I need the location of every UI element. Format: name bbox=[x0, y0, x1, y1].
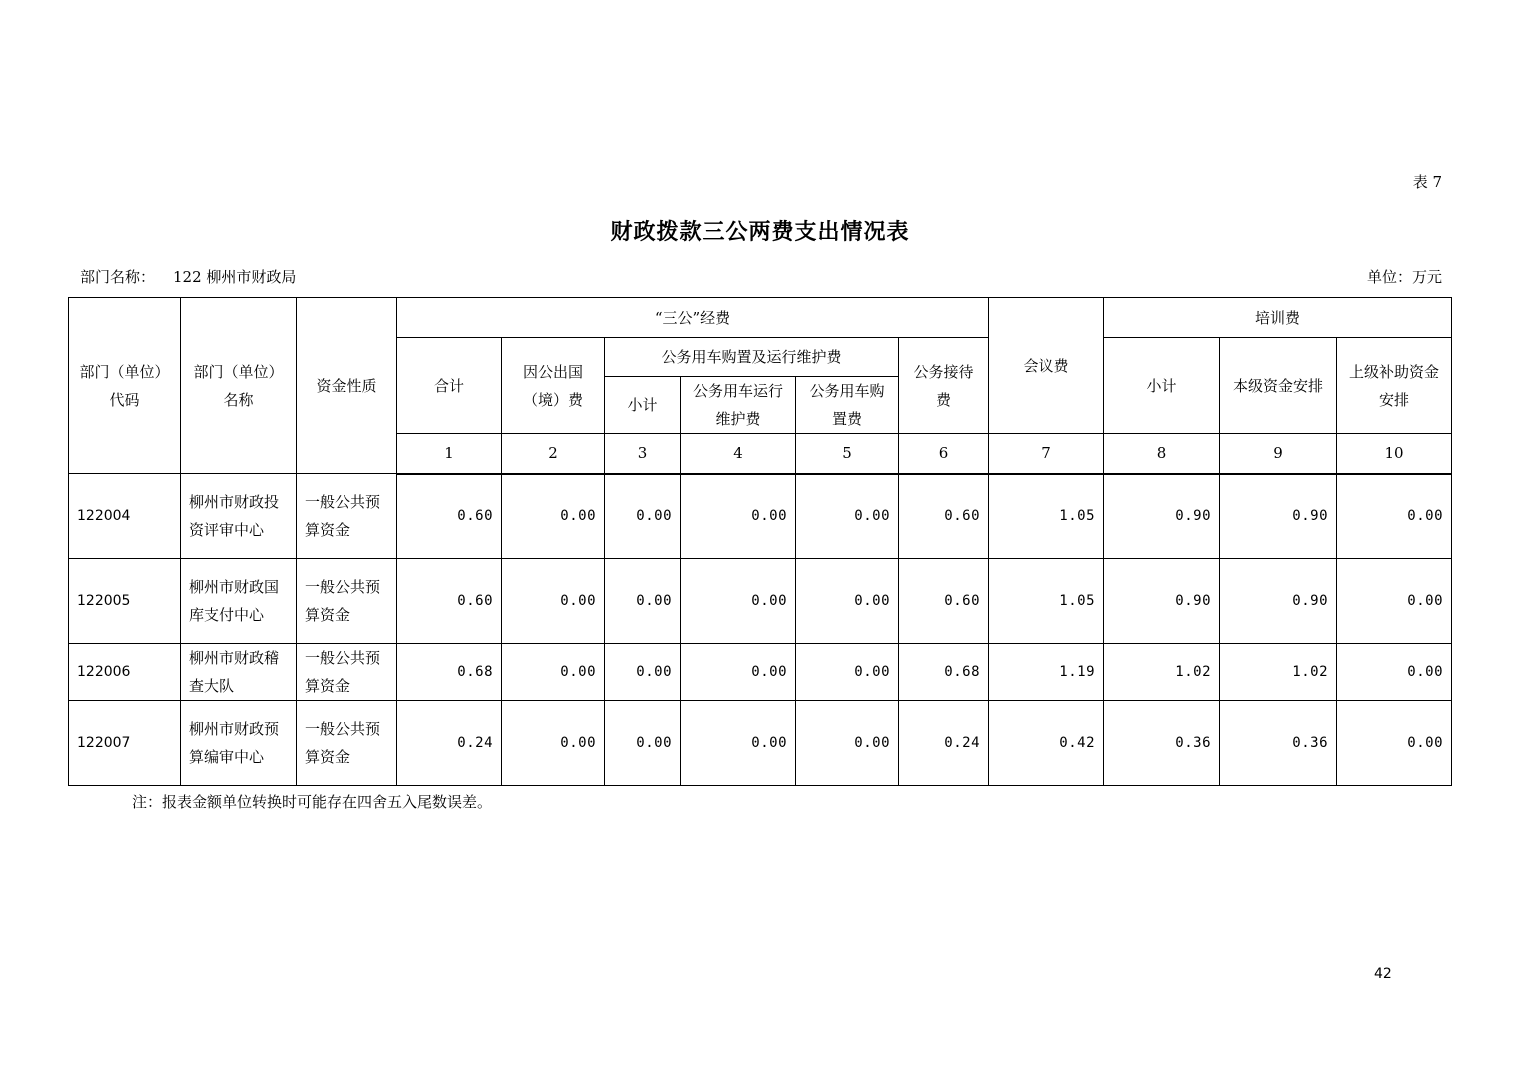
cell-abroad: 0.00 bbox=[502, 559, 605, 644]
page-number: 42 bbox=[1374, 966, 1392, 982]
header-vehicle-buy: 公务用车购置费 bbox=[796, 377, 899, 434]
header-row-1 bbox=[69, 298, 1452, 338]
row-code: 122005 bbox=[69, 559, 181, 644]
cell-vehicle-buy: 0.00 bbox=[796, 644, 899, 701]
header-abroad: 因公出国（境）费 bbox=[502, 338, 605, 434]
table-row bbox=[69, 644, 1452, 701]
cell-vehicle-buy: 0.00 bbox=[796, 701, 899, 786]
row-name: 柳州市财政国库支付中心 bbox=[181, 559, 297, 644]
document-title: 财政拨款三公两费支出情况表 bbox=[610, 219, 910, 245]
cell-training-upper: 0.00 bbox=[1337, 644, 1452, 701]
header-name bbox=[181, 298, 297, 474]
table-row bbox=[69, 701, 1452, 786]
row-name: 柳州市财政预算编审中心 bbox=[181, 701, 297, 786]
footnote: 注：报表金额单位转换时可能存在四舍五入尾数误差。 bbox=[132, 793, 493, 811]
col-number: 5 bbox=[796, 434, 899, 474]
col-number: 3 bbox=[605, 434, 681, 474]
cell-total: 0.68 bbox=[397, 644, 502, 701]
cell-vehicle-buy: 0.00 bbox=[796, 559, 899, 644]
cell-training-local: 0.36 bbox=[1220, 701, 1337, 786]
cell-training-upper: 0.00 bbox=[1337, 701, 1452, 786]
cell-vehicle-subtotal: 0.00 bbox=[605, 559, 681, 644]
header-vehicle-run: 公务用车运行维护费 bbox=[681, 377, 796, 434]
cell-vehicle-run: 0.00 bbox=[681, 474, 796, 559]
header-code-text: 部门（单位）代码 bbox=[79, 362, 170, 409]
col-number: 10 bbox=[1337, 434, 1452, 474]
row-fund: 一般公共预算资金 bbox=[297, 701, 397, 786]
cell-vehicle-buy: 0.00 bbox=[796, 474, 899, 559]
table-row bbox=[69, 474, 1452, 559]
cell-reception: 0.60 bbox=[899, 474, 989, 559]
cell-abroad: 0.00 bbox=[502, 644, 605, 701]
row-code: 122007 bbox=[69, 701, 181, 786]
col-number: 9 bbox=[1220, 434, 1337, 474]
cell-total: 0.60 bbox=[397, 559, 502, 644]
cell-abroad: 0.00 bbox=[502, 701, 605, 786]
cell-meeting: 1.05 bbox=[989, 474, 1104, 559]
cell-training-local: 0.90 bbox=[1220, 474, 1337, 559]
cell-vehicle-run: 0.00 bbox=[681, 559, 796, 644]
unit-label: 单位：万元 bbox=[1366, 268, 1442, 286]
col-number: 8 bbox=[1104, 434, 1220, 474]
cell-reception: 0.68 bbox=[899, 644, 989, 701]
cell-meeting: 1.19 bbox=[989, 644, 1104, 701]
cell-training-upper: 0.00 bbox=[1337, 559, 1452, 644]
header-reception: 公务接待费 bbox=[899, 338, 989, 434]
cell-vehicle-run: 0.00 bbox=[681, 701, 796, 786]
cell-total: 0.60 bbox=[397, 474, 502, 559]
cell-vehicle-subtotal: 0.00 bbox=[605, 474, 681, 559]
cell-training-subtotal: 0.36 bbox=[1104, 701, 1220, 786]
header-code bbox=[69, 298, 181, 474]
cell-total: 0.24 bbox=[397, 701, 502, 786]
cell-training-subtotal: 0.90 bbox=[1104, 559, 1220, 644]
cell-meeting: 1.05 bbox=[989, 559, 1104, 644]
header-vehicle-group: 公务用车购置及运行维护费 bbox=[605, 338, 899, 377]
table-number-label: 表 7 bbox=[1412, 173, 1442, 191]
cell-training-subtotal: 1.02 bbox=[1104, 644, 1220, 701]
col-number: 1 bbox=[397, 434, 502, 474]
row-fund: 一般公共预算资金 bbox=[297, 559, 397, 644]
row-code: 122006 bbox=[69, 644, 181, 701]
header-training-subtotal: 小计 bbox=[1104, 338, 1220, 434]
cell-training-upper: 0.00 bbox=[1337, 474, 1452, 559]
cell-vehicle-subtotal: 0.00 bbox=[605, 701, 681, 786]
department-line bbox=[80, 266, 296, 287]
table-row bbox=[69, 559, 1452, 644]
header-total: 合计 bbox=[397, 338, 502, 434]
header-sangong: “三公”经费 bbox=[397, 298, 989, 338]
col-number: 6 bbox=[899, 434, 989, 474]
row-name: 柳州市财政投资评审中心 bbox=[181, 474, 297, 559]
row-fund: 一般公共预算资金 bbox=[297, 474, 397, 559]
header-meeting: 会议费 bbox=[989, 298, 1104, 434]
col-number: 2 bbox=[502, 434, 605, 474]
cell-vehicle-run: 0.00 bbox=[681, 644, 796, 701]
header-training: 培训费 bbox=[1104, 298, 1452, 338]
row-fund: 一般公共预算资金 bbox=[297, 644, 397, 701]
cell-reception: 0.60 bbox=[899, 559, 989, 644]
header-name-text: 部门（单位）名称 bbox=[193, 362, 284, 409]
cell-training-local: 1.02 bbox=[1220, 644, 1337, 701]
cell-training-local: 0.90 bbox=[1220, 559, 1337, 644]
department-label: 部门名称： bbox=[80, 268, 156, 286]
cell-vehicle-subtotal: 0.00 bbox=[605, 644, 681, 701]
header-training-local: 本级资金安排 bbox=[1220, 338, 1337, 434]
header-fund: 资金性质 bbox=[297, 298, 397, 474]
col-number: 7 bbox=[989, 434, 1104, 474]
department-value: 122 柳州市财政局 bbox=[173, 268, 297, 286]
cell-meeting: 0.42 bbox=[989, 701, 1104, 786]
header-vehicle-subtotal: 小计 bbox=[605, 377, 681, 434]
header-training-upper: 上级补助资金安排 bbox=[1337, 338, 1452, 434]
cell-abroad: 0.00 bbox=[502, 474, 605, 559]
cell-reception: 0.24 bbox=[899, 701, 989, 786]
cell-training-subtotal: 0.90 bbox=[1104, 474, 1220, 559]
col-number: 4 bbox=[681, 434, 796, 474]
expenditure-table bbox=[68, 297, 1452, 786]
row-name: 柳州市财政稽查大队 bbox=[181, 644, 297, 701]
row-code: 122004 bbox=[69, 474, 181, 559]
